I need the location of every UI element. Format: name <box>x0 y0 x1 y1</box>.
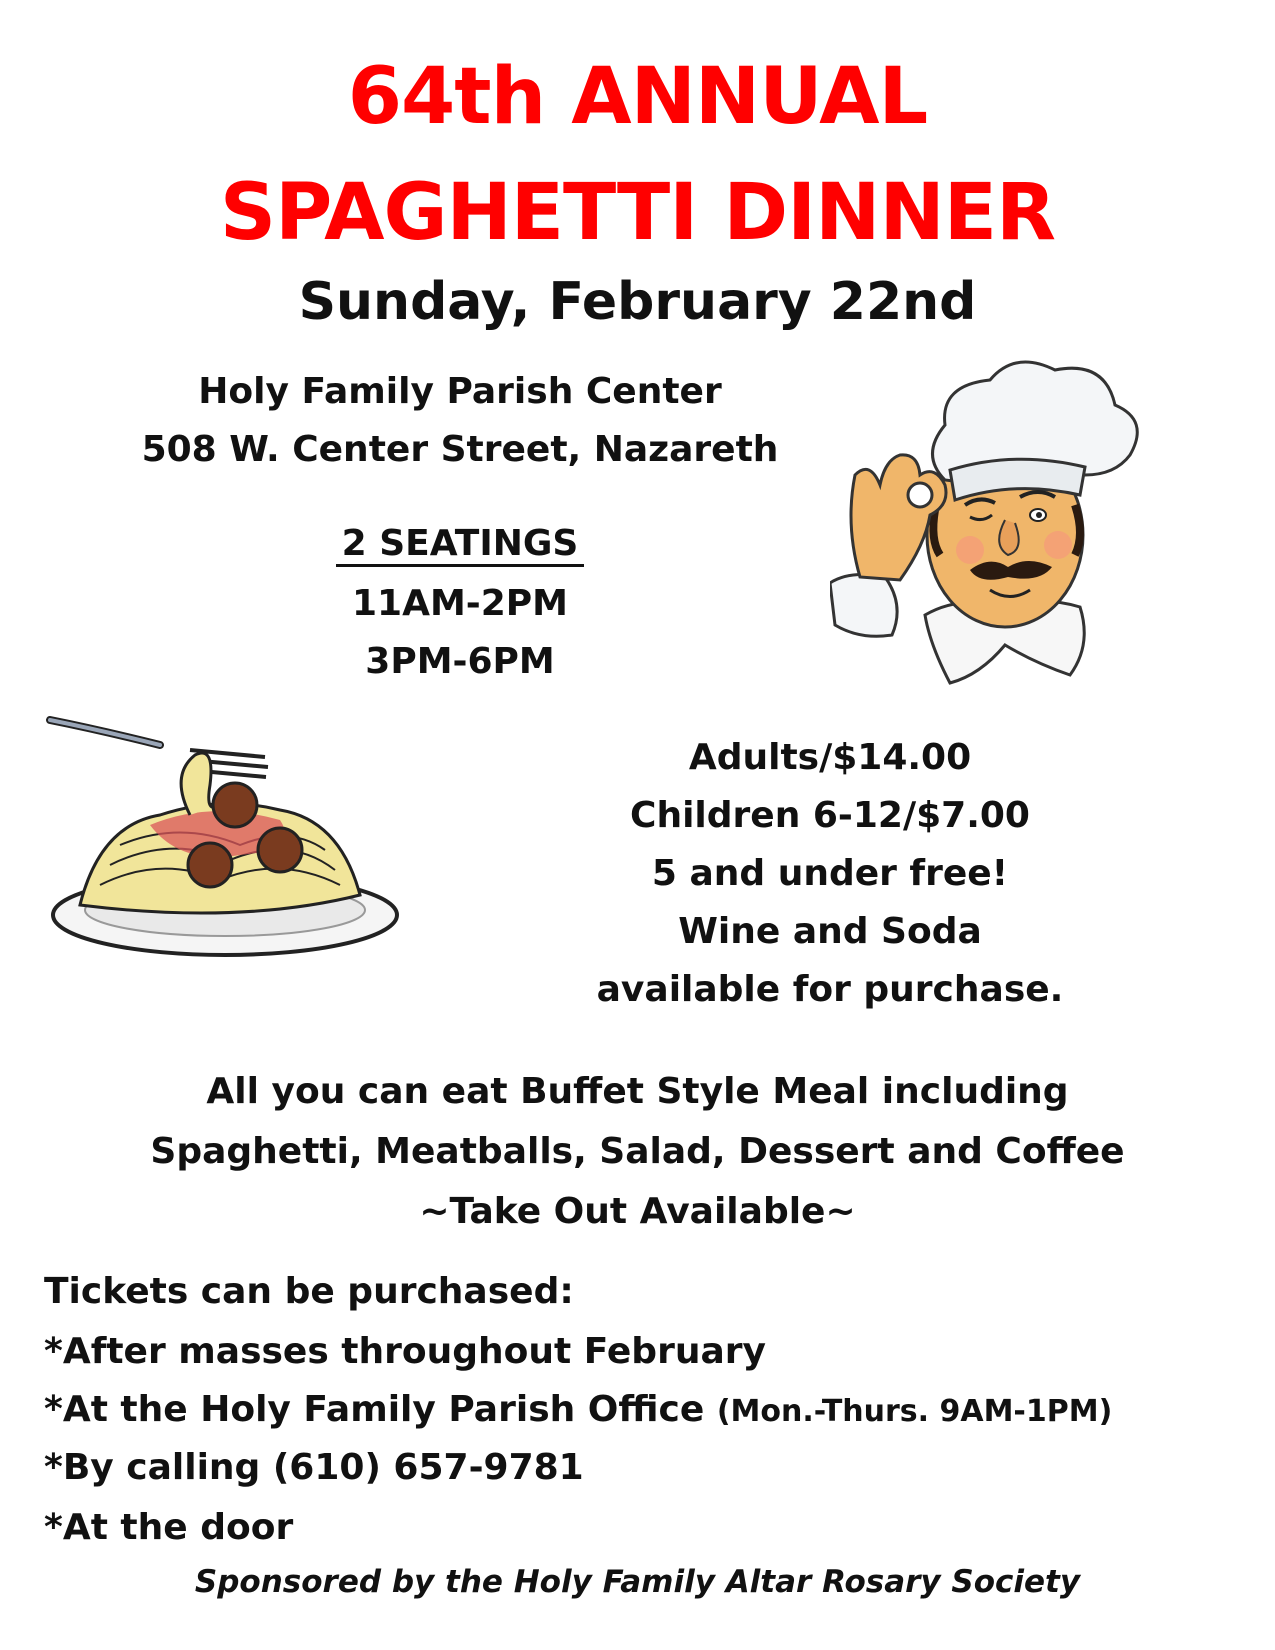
title-line-2: SPAGHETTI DINNER <box>219 168 1056 258</box>
seatings-heading-text: 2 SEATINGS <box>336 523 585 567</box>
meal-line-1: All you can eat Buffet Style Meal including <box>206 1071 1069 1112</box>
tickets-heading: Tickets can be purchased: <box>44 1271 574 1312</box>
seatings-heading <box>300 522 620 566</box>
seating-time-1: 11AM-2PM <box>352 583 568 624</box>
spaghetti-illustration <box>40 705 410 970</box>
chef-illustration <box>830 345 1160 690</box>
ticket-option-office-text: *At the Holy Family Parish Office <box>44 1389 705 1430</box>
sponsor-line: Sponsored by the Holy Family Altar Rosary Society <box>194 1564 1081 1600</box>
price-free: 5 and under free! <box>651 853 1009 894</box>
venue-name: Holy Family Parish Center <box>198 371 722 412</box>
ticket-option-masses: *After masses throughout February <box>44 1331 766 1372</box>
title-line-1: 64th ANNUAL <box>347 52 928 142</box>
take-out-line: ~Take Out Available~ <box>419 1191 856 1232</box>
venue-address: 508 W. Center Street, Nazareth <box>141 429 779 470</box>
drinks-line-2: available for purchase. <box>596 969 1064 1010</box>
ticket-option-door: *At the door <box>44 1507 294 1548</box>
price-children: Children 6-12/$7.00 <box>630 795 1030 836</box>
seating-time-2: 3PM-6PM <box>365 641 555 682</box>
office-hours: (Mon.-Thurs. 9AM-1PM) <box>716 1394 1113 1429</box>
ticket-option-office <box>44 1388 1244 1434</box>
meal-line-2: Spaghetti, Meatballs, Salad, Dessert and Coffee <box>150 1131 1125 1172</box>
price-adults: Adults/$14.00 <box>688 737 972 778</box>
event-date: Sunday, February 22nd <box>298 272 977 332</box>
drinks-line-1: Wine and Soda <box>678 911 982 952</box>
ticket-option-phone: *By calling (610) 657-9781 <box>44 1447 584 1488</box>
